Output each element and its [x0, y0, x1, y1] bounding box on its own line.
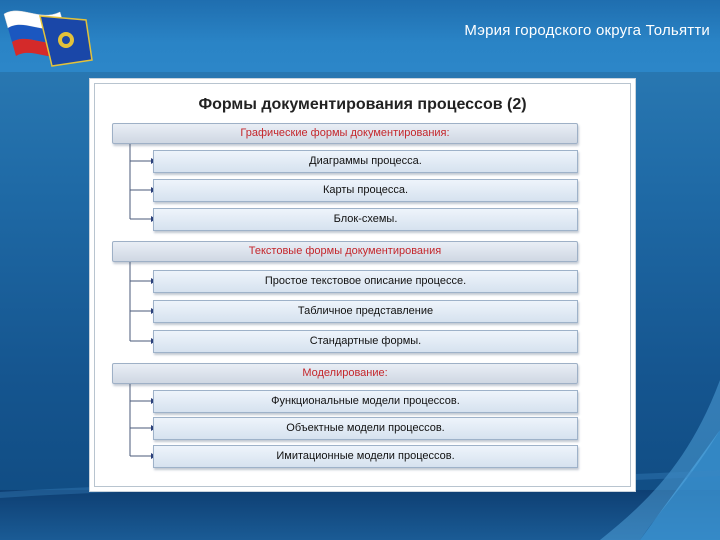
list-item: Имитационные модели процессов. [153, 445, 578, 468]
group-header-modeling: Моделирование: [112, 363, 578, 384]
list-item: Простое текстовое описание процессе. [153, 270, 578, 293]
list-item: Карты процесса. [153, 179, 578, 202]
page-title: Мэрия городского округа Тольятти [464, 22, 710, 39]
list-item: Объектные модели процессов. [153, 417, 578, 440]
list-item: Блок-схемы. [153, 208, 578, 231]
list-item: Диаграммы процесса. [153, 150, 578, 173]
group-header-text: Текстовые формы документирования [112, 241, 578, 262]
list-item: Стандартные формы. [153, 330, 578, 353]
content-slide [89, 78, 636, 492]
slide-title: Формы документирования процессов (2) [198, 96, 527, 113]
list-item: Функциональные модели процессов. [153, 390, 578, 413]
group-header-graphic: Графические формы документирования: [112, 123, 578, 144]
list-item: Табличное представление [153, 300, 578, 323]
